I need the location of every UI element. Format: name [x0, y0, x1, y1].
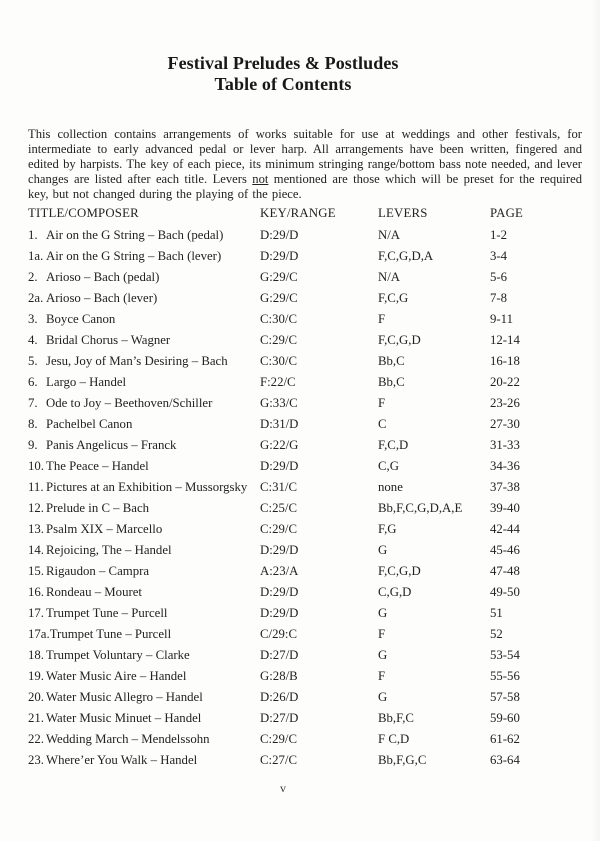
- row-page: 5-6: [490, 270, 508, 284]
- table-row: [28, 393, 580, 414]
- row-title: Jesu, Joy of Man’s Desiring – Bach: [46, 354, 228, 368]
- row-title: Rejoicing, The – Handel: [46, 543, 172, 557]
- row-page: 27-30: [490, 417, 520, 431]
- cell-title-composer: [28, 477, 260, 498]
- row-number: 22.: [28, 732, 44, 746]
- row-key-range: G:33/C: [260, 396, 298, 410]
- row-levers: G: [378, 648, 388, 662]
- row-key-range: D:29/D: [260, 585, 299, 599]
- cell-title-composer: [28, 729, 260, 750]
- row-number: 20.: [28, 690, 44, 704]
- toc-header-row: [28, 203, 580, 225]
- table-row: [28, 267, 580, 288]
- row-levers: Bb,F,G,C: [378, 753, 427, 767]
- row-levers: F: [378, 627, 386, 641]
- document-subtitle: Table of Contents: [214, 74, 352, 94]
- table-row: [28, 519, 580, 540]
- row-page: 52: [490, 627, 503, 641]
- row-key-range: C:29/C: [260, 522, 297, 536]
- row-title: Water Music Aire – Handel: [46, 669, 187, 683]
- cell-title-composer: [28, 582, 260, 603]
- row-page: 31-33: [490, 438, 520, 452]
- cell-title-composer: [28, 498, 260, 519]
- row-key-range: D:26/D: [260, 690, 299, 704]
- row-levers: C,G,D: [378, 585, 412, 599]
- table-row: [28, 288, 580, 309]
- cell-title-composer: [28, 750, 260, 771]
- intro-underlined-word: not: [252, 171, 269, 186]
- table-row: [28, 498, 580, 519]
- row-key-range: C:29/C: [260, 732, 297, 746]
- table-row: [28, 456, 580, 477]
- table-row: [28, 750, 580, 771]
- row-page: 47-48: [490, 564, 520, 578]
- row-page: 45-46: [490, 543, 520, 557]
- row-levers: N/A: [378, 228, 401, 242]
- row-title: Bridal Chorus – Wagner: [46, 333, 171, 347]
- table-row: [28, 582, 580, 603]
- cell-title-composer: [28, 687, 260, 708]
- table-row: [28, 372, 580, 393]
- row-title: Water Music Minuet – Handel: [46, 711, 202, 725]
- cell-title-composer: [28, 666, 260, 687]
- cell-title-composer: [28, 708, 260, 729]
- row-key-range: D:29/D: [260, 228, 299, 242]
- row-title: Trumpet Tune – Purcell: [46, 606, 168, 620]
- cell-title-composer: [28, 435, 260, 456]
- row-levers: F,G: [378, 522, 397, 536]
- row-page: 3-4: [490, 249, 508, 263]
- row-page: 57-58: [490, 690, 520, 704]
- cell-title-composer: [28, 288, 260, 309]
- table-row: [28, 708, 580, 729]
- row-levers: Bb,F,C,G,D,A,E: [378, 501, 463, 515]
- row-number: 11.: [28, 480, 44, 494]
- row-number: 19.: [28, 669, 44, 683]
- footer-page-number: v: [280, 781, 286, 795]
- row-number: 3.: [28, 312, 38, 326]
- cell-title-composer: [28, 624, 260, 645]
- row-title: Pachelbel Canon: [46, 417, 133, 431]
- row-levers: F C,D: [378, 732, 410, 746]
- row-key-range: D:31/D: [260, 417, 299, 431]
- column-header-levers: LEVERS: [378, 206, 428, 220]
- row-number: 14.: [28, 543, 44, 557]
- row-key-range: D:27/D: [260, 648, 299, 662]
- row-page: 55-56: [490, 669, 520, 683]
- column-header-title-composer: TITLE/COMPOSER: [28, 206, 139, 220]
- row-key-range: C:25/C: [260, 501, 297, 515]
- row-levers: Bb,C: [378, 375, 405, 389]
- table-row: [28, 351, 580, 372]
- cell-title-composer: [28, 225, 260, 246]
- table-row: [28, 330, 580, 351]
- row-levers: F,C,G,D: [378, 333, 421, 347]
- intro-text-after: mentioned are those which will be preset for the required key, but not changed during the playing of the piece.: [28, 171, 582, 201]
- row-key-range: C:31/C: [260, 480, 297, 494]
- row-key-range: F:22/C: [260, 375, 296, 389]
- row-page: 49-50: [490, 585, 520, 599]
- toc-table: [28, 203, 580, 771]
- row-levers: G: [378, 606, 388, 620]
- table-row: [28, 246, 580, 267]
- row-page: 7-8: [490, 291, 508, 305]
- table-row: [28, 477, 580, 498]
- row-levers: F: [378, 669, 386, 683]
- cell-title-composer: [28, 540, 260, 561]
- cell-title-composer: [28, 519, 260, 540]
- row-key-range: G:29/C: [260, 291, 298, 305]
- row-title: Largo – Handel: [46, 375, 127, 389]
- row-key-range: A:23/A: [260, 564, 299, 578]
- row-title: Trumpet Tune – Purcell: [49, 627, 172, 641]
- row-number: 13.: [28, 522, 44, 536]
- row-levers: F,C,G: [378, 291, 409, 305]
- row-title: Ode to Joy – Beethoven/Schiller: [46, 396, 213, 410]
- row-title: Arioso – Bach (pedal): [46, 270, 160, 284]
- cell-title-composer: [28, 309, 260, 330]
- row-page: 63-64: [490, 753, 520, 767]
- row-page: 9-11: [490, 312, 513, 326]
- row-levers: G: [378, 690, 388, 704]
- row-key-range: D:29/D: [260, 606, 299, 620]
- row-key-range: D:27/D: [260, 711, 299, 725]
- row-levers: C: [378, 417, 387, 431]
- row-number: 18.: [28, 648, 44, 662]
- row-number: 15.: [28, 564, 44, 578]
- row-levers: C,G: [378, 459, 399, 473]
- table-row: [28, 603, 580, 624]
- table-row: [28, 645, 580, 666]
- row-page: 61-62: [490, 732, 520, 746]
- row-page: 20-22: [490, 375, 520, 389]
- row-number: 12.: [28, 501, 44, 515]
- row-number: 17a.: [28, 627, 50, 641]
- row-number: 2.: [28, 270, 38, 284]
- row-key-range: C:30/C: [260, 312, 297, 326]
- row-key-range: G:29/C: [260, 270, 298, 284]
- row-levers: F: [378, 396, 386, 410]
- row-levers: Bb,C: [378, 354, 405, 368]
- row-number: 5.: [28, 354, 38, 368]
- table-row: [28, 435, 580, 456]
- row-number: 9.: [28, 438, 38, 452]
- row-number: 1a.: [28, 249, 44, 263]
- row-number: 6.: [28, 375, 38, 389]
- row-title: Where’er You Walk – Handel: [46, 753, 198, 767]
- cell-title-composer: [28, 330, 260, 351]
- row-levers: F,C,D: [378, 438, 409, 452]
- table-row: [28, 666, 580, 687]
- table-row: [28, 540, 580, 561]
- row-key-range: D:29/D: [260, 249, 299, 263]
- cell-title-composer: [28, 603, 260, 624]
- intro-text-before: This collection contains arrangements of works suitable for use at weddings and other festivals, for intermediate to early advanced pedal or lever harp. All arrangements have been written, fingered and edited by harpists. The key of each piece, its minimum stringing range/bottom bass note needed, and lever changes are listed after each title. Levers: [28, 126, 582, 186]
- row-page: 16-18: [490, 354, 520, 368]
- cell-title-composer: [28, 372, 260, 393]
- row-page: 39-40: [490, 501, 520, 515]
- column-header-page: PAGE: [490, 206, 524, 220]
- table-row: [28, 561, 580, 582]
- cell-title-composer: [28, 246, 260, 267]
- row-title: Panis Angelicus – Franck: [46, 438, 177, 452]
- row-number: 10.: [28, 459, 44, 473]
- table-row: [28, 624, 580, 645]
- cell-title-composer: [28, 456, 260, 477]
- row-key-range: D:29/D: [260, 459, 299, 473]
- row-page: 37-38: [490, 480, 520, 494]
- cell-title-composer: [28, 351, 260, 372]
- row-title: Trumpet Voluntary – Clarke: [46, 648, 190, 662]
- row-page: 51: [490, 606, 503, 620]
- row-title: Boyce Canon: [46, 312, 116, 326]
- row-levers: Bb,F,C: [378, 711, 414, 725]
- row-levers: G: [378, 543, 388, 557]
- row-title: Prelude in C – Bach: [46, 501, 150, 515]
- row-number: 2a.: [28, 291, 44, 305]
- row-title: Arioso – Bach (lever): [46, 291, 158, 305]
- row-title: Air on the G String – Bach (lever): [46, 249, 222, 263]
- row-number: 8.: [28, 417, 38, 431]
- row-levers: none: [378, 480, 403, 494]
- row-title: Air on the G String – Bach (pedal): [46, 228, 224, 242]
- row-number: 17.: [28, 606, 44, 620]
- toc-rows: [28, 225, 580, 771]
- row-page: 59-60: [490, 711, 520, 725]
- page-title-block: [0, 53, 566, 95]
- cell-title-composer: [28, 645, 260, 666]
- row-number: 7.: [28, 396, 38, 410]
- table-row: [28, 414, 580, 435]
- row-title: Psalm XIX – Marcello: [46, 522, 163, 536]
- table-row: [28, 687, 580, 708]
- table-row: [28, 309, 580, 330]
- intro-paragraph: [28, 127, 582, 202]
- row-key-range: C:27/C: [260, 753, 297, 767]
- row-title: Wedding March – Mendelssohn: [46, 732, 210, 746]
- row-page: 23-26: [490, 396, 520, 410]
- row-number: 23.: [28, 753, 44, 767]
- row-title: Rigaudon – Campra: [46, 564, 150, 578]
- row-page: 53-54: [490, 648, 520, 662]
- row-levers: N/A: [378, 270, 401, 284]
- row-title: Pictures at an Exhibition – Mussorgsky: [46, 480, 248, 494]
- row-page: 34-36: [490, 459, 520, 473]
- row-key-range: G:22/G: [260, 438, 299, 452]
- row-number: 16.: [28, 585, 44, 599]
- row-key-range: C/29:C: [260, 627, 297, 641]
- table-row: [28, 729, 580, 750]
- row-title: The Peace – Handel: [46, 459, 149, 473]
- row-key-range: G:28/B: [260, 669, 298, 683]
- table-row: [28, 225, 580, 246]
- cell-title-composer: [28, 393, 260, 414]
- row-levers: F,C,G,D: [378, 564, 421, 578]
- row-number: 1.: [28, 228, 38, 242]
- row-levers: F: [378, 312, 386, 326]
- cell-title-composer: [28, 561, 260, 582]
- row-key-range: D:29/D: [260, 543, 299, 557]
- row-key-range: C:29/C: [260, 333, 297, 347]
- row-page: 12-14: [490, 333, 520, 347]
- document-title: Festival Preludes & Postludes: [167, 53, 399, 73]
- cell-title-composer: [28, 414, 260, 435]
- row-title: Water Music Allegro – Handel: [46, 690, 203, 704]
- row-title: Rondeau – Mouret: [46, 585, 142, 599]
- row-number: 21.: [28, 711, 44, 725]
- cell-title-composer: [28, 267, 260, 288]
- row-levers: F,C,G,D,A: [378, 249, 434, 263]
- row-key-range: C:30/C: [260, 354, 297, 368]
- row-number: 4.: [28, 333, 38, 347]
- row-page: 1-2: [490, 228, 508, 242]
- row-page: 42-44: [490, 522, 520, 536]
- column-header-key-range: KEY/RANGE: [260, 206, 336, 220]
